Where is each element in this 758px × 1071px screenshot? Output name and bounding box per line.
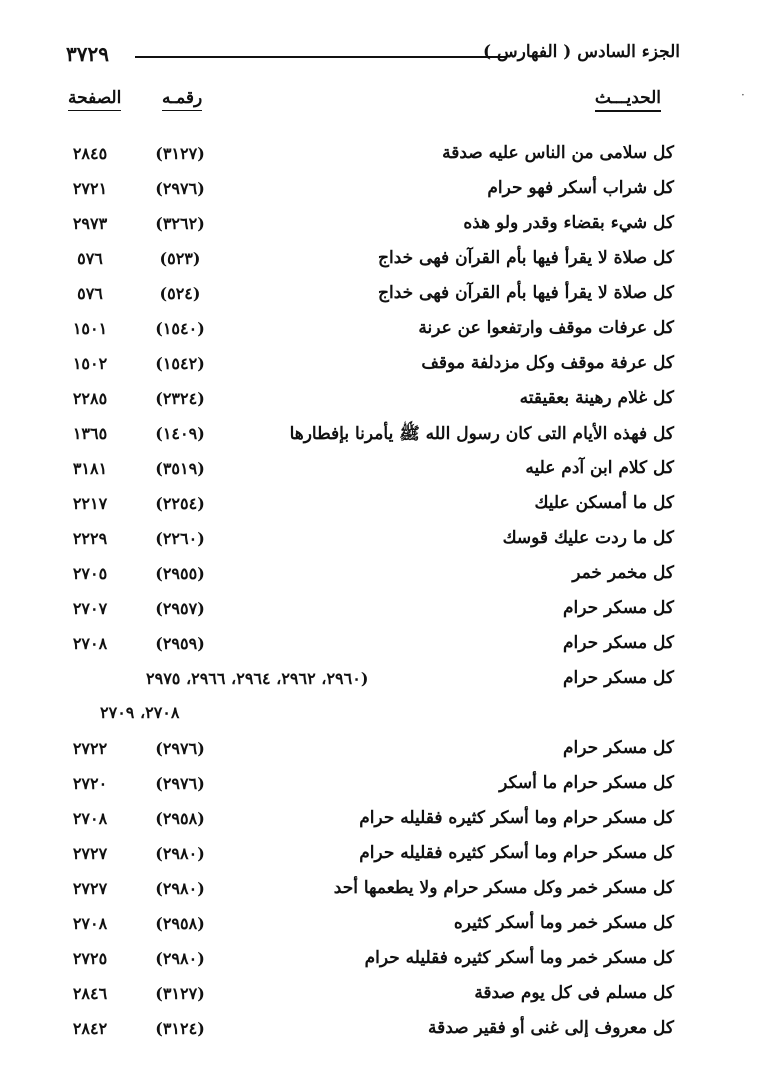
hadith-number-list: (٢٩٦٠، ٢٩٦٢، ٢٩٦٤، ٢٩٦٦، ٢٩٧٥: [146, 669, 369, 688]
page-reference: ٢٧٢١: [72, 179, 108, 198]
page-reference: ٢٩٧٣: [72, 214, 108, 233]
hadith-number: (٢٩٥٧): [155, 599, 205, 618]
hadith-text: كل مسكر حرام وما أسكر كثيره فقليله حرام: [359, 808, 674, 828]
page-reference: ٢٧٠٨: [72, 634, 108, 653]
index-entry: [0, 773, 758, 803]
index-entry: [0, 878, 758, 908]
hadith-number: (٣٢٦٢): [155, 214, 205, 233]
hadith-number: (٢٩٥٥): [155, 564, 205, 583]
page-reference: ٢٧٠٥: [72, 564, 108, 583]
hadith-text: كل معروف إلى غنى أو فقير صدقة: [427, 1018, 674, 1038]
index-entry: [0, 633, 758, 663]
index-entry: [0, 843, 758, 873]
index-entry: [0, 808, 758, 838]
hadith-number: (٢٩٧٦): [155, 179, 205, 198]
hadith-text: كل ما ردت عليك قوسك: [502, 528, 674, 548]
index-entry: [0, 423, 758, 453]
hadith-number: (٢٣٢٤): [155, 389, 205, 408]
hadith-number: (٢٩٧٦): [155, 774, 205, 793]
hadith-number: (٣١٢٧): [155, 144, 205, 163]
page-reference: ٢٧٢٧: [72, 844, 108, 863]
page-reference: ١٣٦٥: [72, 424, 108, 443]
page-reference: ٢٨٤٢: [72, 1019, 108, 1038]
page-reference: ٥٧٦: [77, 284, 103, 303]
page-reference: ٢٧٢٢: [72, 739, 108, 758]
hadith-text: كل ما أمسكن عليك: [534, 493, 674, 513]
index-entry: [0, 493, 758, 523]
hadith-text: كل مسكر حرام وما أسكر كثيره فقليله حرام: [359, 843, 674, 863]
index-entry: [0, 318, 758, 348]
hadith-number: (٢٢٦٠): [155, 529, 205, 548]
hadith-text: كل فهذه الأيام التى كان رسول الله ﷺ يأمرنا بإفطارها: [289, 424, 674, 444]
hadith-number: (٢٩٨٠): [155, 844, 205, 863]
page-reference-continuation: ٢٧٠٨، ٢٧٠٩: [100, 703, 180, 722]
page-reference: ٢٨٤٥: [72, 144, 108, 163]
hadith-text: كل صلاة لا يقرأ فيها بأم القرآن فهى خداج: [378, 248, 674, 268]
hadith-text: كل كلام ابن آدم عليه: [525, 458, 674, 478]
column-header-hadith-label: الحديـــث: [594, 88, 661, 108]
index-entry: [0, 598, 758, 628]
hadith-number: (٢٢٥٤): [155, 494, 205, 513]
index-entry: [0, 283, 758, 313]
hadith-number: (١٤٠٩): [155, 424, 205, 443]
hadith-text: كل مسكر خمر وما أسكر كثيره: [453, 913, 674, 933]
index-entry: [0, 213, 758, 243]
hadith-text: كل عرفة موقف وكل مزدلفة موقف: [421, 353, 674, 373]
hadith-text: كل مسكر خمر وما أسكر كثيره فقليله حرام: [364, 948, 674, 968]
hadith-text: كل مسكر حرام: [563, 633, 674, 653]
hadith-number: (٥٢٤): [159, 284, 201, 303]
page-number: ٣٧٢٩: [66, 42, 109, 66]
page-reference: ٢٢١٧: [72, 494, 108, 513]
hadith-text: كل مسكر خمر وكل مسكر حرام ولا يطعمها أحد: [333, 878, 674, 898]
hadith-number: (٢٩٨٠): [155, 949, 205, 968]
book-title: الجزء السادس ( الفهارس ): [482, 42, 680, 62]
hadith-text: كل شيء بقضاء وقدر ولو هذه: [463, 213, 674, 233]
index-entry: [0, 458, 758, 488]
page-reference: ٢٢٢٩: [72, 529, 108, 548]
hadith-text: كل مسكر حرام: [563, 668, 674, 688]
page-reference: ١٥٠٢: [72, 354, 108, 373]
column-header-page-label: الصفحة: [68, 88, 122, 108]
index-entry: [0, 143, 758, 173]
hadith-text: كل مسلم فى كل يوم صدقة: [474, 983, 674, 1003]
hadith-text: كل مسكر حرام: [563, 598, 674, 618]
hadith-number: (٣١٢٧): [155, 984, 205, 1003]
index-entry: [0, 983, 758, 1013]
index-entry: [0, 668, 758, 698]
page-reference: ٢٧٠٨: [72, 809, 108, 828]
index-entry: [0, 388, 758, 418]
hadith-text: كل صلاة لا يقرأ فيها بأم القرآن فهى خداج: [378, 283, 674, 303]
hadith-text: كل شراب أسكر فهو حرام: [487, 178, 674, 198]
column-header-number-label: رقمـه: [162, 88, 203, 108]
hadith-number: (٣١٢٤): [155, 1019, 205, 1038]
hadith-number: (٣٥١٩): [155, 459, 205, 478]
hadith-number: (٢٩٥٩): [155, 634, 205, 653]
page-reference: ٢٧٢٧: [72, 879, 108, 898]
hadith-number: (١٥٤٠): [155, 319, 205, 338]
page-reference: ٢٧٠٨: [72, 914, 108, 933]
page-reference: ٥٧٦: [77, 249, 103, 268]
hadith-text: كل غلام رهينة بعقيقته: [519, 388, 674, 408]
page-reference: ٣١٨١: [72, 459, 108, 478]
index-entry: [0, 528, 758, 558]
hadith-number: (١٥٤٢): [155, 354, 205, 373]
hadith-text: كل مسكر حرام ما أسكر: [499, 773, 674, 793]
page-reference: ١٥٠١: [72, 319, 108, 338]
page-reference: ٢٨٤٦: [72, 984, 108, 1003]
index-entry: [0, 178, 758, 208]
hadith-text: كل مخمر خمر: [572, 563, 674, 583]
index-entry: [0, 353, 758, 383]
hadith-number: (٢٩٧٦): [155, 739, 205, 758]
hadith-text: كل عرفات موقف وارتفعوا عن عرنة: [418, 318, 674, 338]
hadith-text: كل سلامى من الناس عليه صدقة: [442, 143, 674, 163]
hadith-number: (٢٩٥٨): [155, 809, 205, 828]
hadith-number: (٥٢٣): [159, 249, 201, 268]
page-reference: ٢٧٢٠: [72, 774, 108, 793]
hadith-text: كل مسكر حرام: [563, 738, 674, 758]
index-entry: [0, 913, 758, 943]
margin-mark: ·: [741, 88, 745, 102]
hadith-number: (٢٩٨٠): [155, 879, 205, 898]
page-reference: ٢٧٠٧: [72, 599, 108, 618]
index-entry: [0, 738, 758, 768]
index-entry: [0, 948, 758, 978]
index-entry: [0, 1018, 758, 1048]
hadith-number: (٢٩٥٨): [155, 914, 205, 933]
page-reference: ٢٧٢٥: [72, 949, 108, 968]
index-entry: [0, 563, 758, 593]
page-reference: ٢٢٨٥: [72, 389, 108, 408]
index-entry: [0, 248, 758, 278]
